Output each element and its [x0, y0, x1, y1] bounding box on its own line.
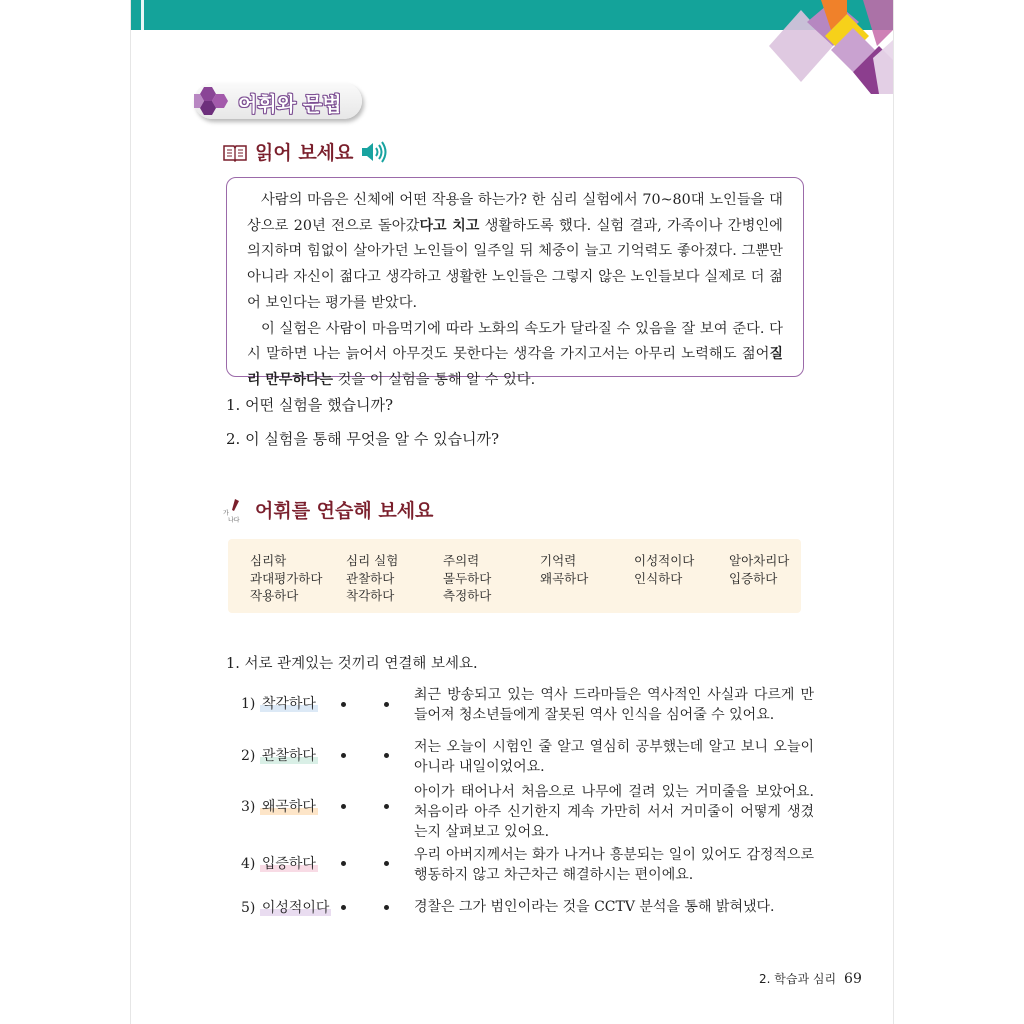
match-term-4: 4) 입증하다	[241, 856, 316, 872]
match-dot-right-4[interactable]	[384, 861, 389, 866]
pen-writing-icon	[223, 498, 245, 524]
match-dot-left-2[interactable]	[341, 753, 346, 758]
match-term-1: 1) 착각하다	[241, 696, 316, 712]
vocab-word: 착각하다	[346, 588, 395, 603]
vocab-word: 심리 실험	[346, 553, 399, 568]
match-term-word: 관찰하다	[261, 748, 316, 764]
vocab-word: 왜곡하다	[540, 570, 589, 586]
vocab-column-3	[443, 552, 491, 605]
vocab-word: 관찰하다	[346, 570, 395, 586]
svg-text:나다: 나다	[228, 517, 240, 524]
page-footer	[759, 970, 862, 987]
page-number: 69	[844, 971, 862, 987]
vocab-word: 측정하다	[443, 588, 492, 603]
reading-paragraph-1: 사람의 마음은 신체에 어떤 작용을 하는가? 한 심리 실험에서 70~80대 노인들을 대상으로 20년 전으로 돌아갔다고 치고 생활하도록 했다. 실험 결과, 가족이나 간병인에 의지하며 힘없이 살아가던 노인들이 일주일 뒤 체중이 늘고 기억력도 좋아졌다. 그뿐만 아니라 자신이 젊다고 생각하고 생활한 노인들은 그렇지 않은 노인들보다 실제로 더 젊어 보인다는 평가를 받았다.	[247, 192, 783, 311]
match-dot-right-5[interactable]	[384, 905, 389, 910]
vocab-word: 이성적이다	[634, 553, 695, 568]
vocab-word: 과대평가하다	[250, 570, 323, 586]
reading-paragraph-2: 이 실험은 사람이 마음먹기에 따라 노화의 속도가 달라질 수 있음을 잘 보여 준다. 다시 말하면 나는 늙어서 아무것도 못한다는 생각을 가지고서는 아무리 노력해도 젊어질 리 만무하다는 것을 이 실험을 통해 알 수 있다.	[247, 320, 783, 388]
match-term-word: 입증하다	[261, 856, 316, 872]
match-term-word: 왜곡하다	[261, 799, 316, 815]
vocab-word: 인식하다	[634, 570, 683, 586]
svg-text:가: 가	[223, 510, 229, 517]
page-right-edge	[893, 0, 894, 1024]
diamond-decoration	[761, 0, 893, 94]
match-term-2: 2) 관찰하다	[241, 748, 316, 764]
vocab-column-5	[634, 552, 694, 587]
vocab-word: 주의력	[443, 553, 480, 568]
open-book-icon	[223, 144, 247, 162]
vocab-column-1	[250, 552, 322, 605]
section-badge	[194, 83, 362, 119]
vocab-column-2	[346, 552, 398, 605]
reading-heading-label: 읽어 보세요	[255, 142, 354, 164]
match-dot-left-5[interactable]	[341, 905, 346, 910]
reading-question-1: 1. 어떤 실험을 했습니까?	[226, 396, 394, 414]
vocab-word: 심리학	[250, 553, 287, 568]
reading-question-2: 2. 이 실험을 통해 무엇을 알 수 있습니까?	[226, 430, 500, 448]
exercise-instruction: 1. 서로 관계있는 것끼리 연결해 보세요.	[226, 656, 478, 672]
header-accent-line	[141, 0, 144, 30]
vocab-word: 입증하다	[729, 570, 778, 586]
match-term-3: 3) 왜곡하다	[241, 799, 316, 815]
vocab-word: 작용하다	[250, 588, 299, 603]
match-term-5: 5) 이성적이다	[241, 900, 330, 916]
textbook-page	[131, 0, 893, 1024]
match-dot-left-3[interactable]	[341, 804, 346, 809]
vocab-heading-label: 어휘를 연습해 보세요	[255, 500, 434, 522]
vocab-word: 기억력	[540, 553, 577, 568]
vocab-word-box	[228, 539, 801, 613]
match-sentence-5: 경찰은 그가 범인이라는 것을 CCTV 분석을 통해 밝혀냈다.	[414, 899, 775, 915]
hexagon-cluster-icon	[194, 83, 234, 119]
match-dot-right-3[interactable]	[384, 804, 389, 809]
vocab-word: 알아차리다	[729, 553, 790, 568]
match-sentence-1: 최근 방송되고 있는 역사 드라마들은 역사적인 사실과 다르게 만들어져 청소년들에게 잘못된 역사 인식을 심어줄 수 있어요.	[414, 687, 814, 723]
reading-passage-box	[226, 177, 804, 388]
match-sentence-2: 저는 오늘이 시험인 줄 알고 열심히 공부했는데 알고 보니 오늘이 아니라 내일이었어요.	[414, 739, 814, 775]
section-title: 어휘와 문법	[238, 92, 342, 116]
match-term-word: 이성적이다	[261, 900, 330, 916]
match-dot-right-2[interactable]	[384, 753, 389, 758]
match-dot-right-1[interactable]	[384, 702, 389, 707]
match-dot-left-1[interactable]	[341, 702, 346, 707]
match-term-word: 착각하다	[261, 696, 316, 712]
match-sentence-4: 우리 아버지께서는 화가 나거나 흥분되는 일이 있어도 감정적으로 행동하지 않고 차근차근 해결하시는 편이에요.	[414, 847, 814, 883]
vocab-column-6	[729, 552, 789, 587]
vocab-word: 몰두하다	[443, 570, 492, 586]
match-dot-left-4[interactable]	[341, 861, 346, 866]
vocab-column-4	[540, 552, 588, 587]
match-sentence-3: 아이가 태어나서 처음으로 나무에 걸려 있는 거미줄을 보았어요. 처음이라 아주 신기한지 계속 가만히 서서 거미줄이 어떻게 생겼는지 살펴보고 있어요.	[414, 784, 814, 840]
speaker-audio-icon[interactable]	[361, 141, 387, 163]
footer-chapter: 2. 학습과 심리	[759, 972, 837, 986]
